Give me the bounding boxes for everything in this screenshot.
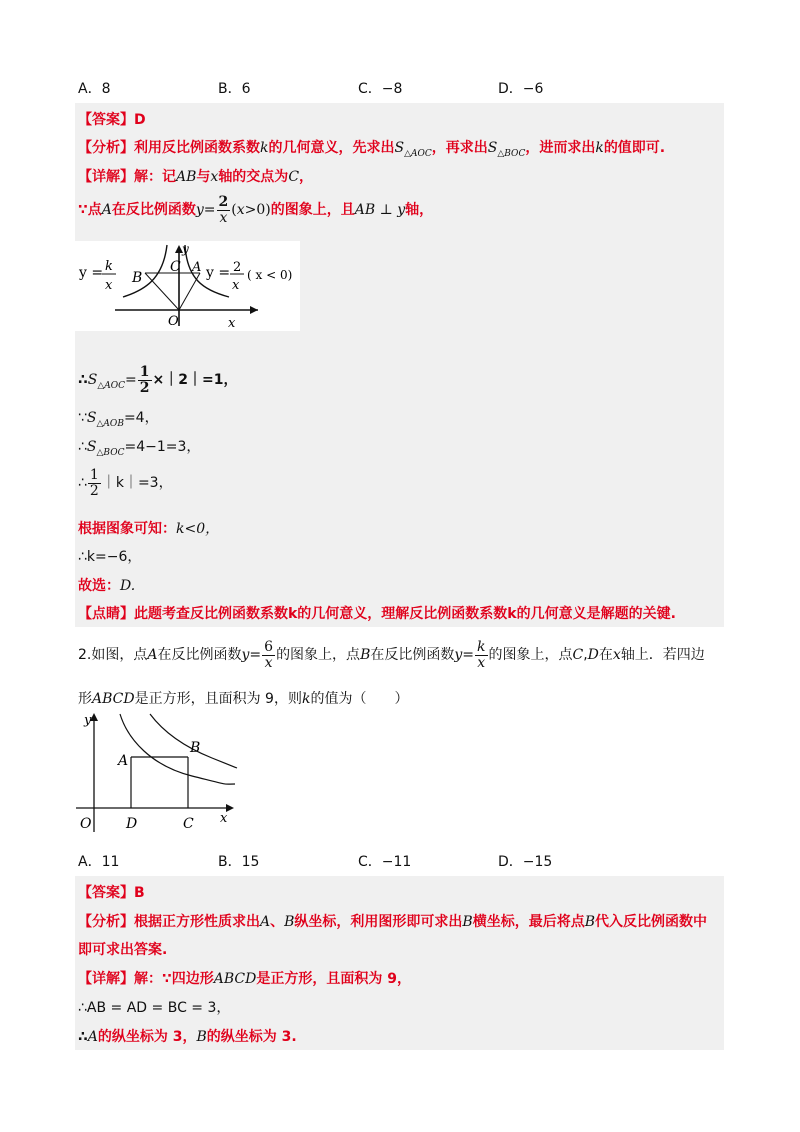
q2-answer: 【答案】B <box>78 885 145 901</box>
q1-choice-c: C．−8 <box>358 81 403 97</box>
q1-choice-a: A．8 <box>78 81 111 97</box>
q2-graph <box>72 710 242 836</box>
graph1-condition: ( x < 0) <box>247 268 293 282</box>
q1-line-7: $\therefore S_{\triangle BOC}=4-1=3$， <box>78 439 201 458</box>
graph1-label-c: C <box>170 259 181 275</box>
graph1-k: k <box>105 259 113 274</box>
q2-line-3: ∴A的纵坐标为 3，B的纵坐标为 3. <box>78 1029 297 1045</box>
graph2-label-o: O <box>80 816 92 832</box>
q2-choices <box>78 851 738 871</box>
graph1-left-eq: y = <box>79 265 104 281</box>
q2-choice-c: C．−11 <box>358 854 412 870</box>
graph1-x-den: x <box>105 278 113 293</box>
q2-choice-a: A．11 <box>78 854 120 870</box>
q1-analysis: 【分析】利用反比例函数系数k的几何意义，先求出$S_{\triangle AOC}$，再求出$S_{\triangle BOC}$，进而求出k的值即可. <box>78 140 666 159</box>
graph2-label-c: C <box>183 816 194 832</box>
q2-choice-b: B．15 <box>218 854 260 870</box>
q2-solution <box>75 876 724 1050</box>
graph2-label-b: B <box>190 740 201 756</box>
graph1-label-b: B <box>132 270 143 286</box>
q1-line-9: 根据图象可知：k<0， <box>78 521 220 537</box>
q1-line-11: 故选：D. <box>78 578 136 594</box>
q1-comment: 【点睛】此题考查反比例函数系数k的几何意义，理解反比例函数系数k的几何意义是解题的关键. <box>78 606 676 622</box>
q2-line-2: ∴AB = AD = BC = 3， <box>78 1000 231 1016</box>
q2-stem-line1: 2.如图，点A在反比例函数y= $\frac{6}{x}$ 的图象上，点B在反比例函数y= $\frac{k}{x}$ 的图象上，点C,D在x轴上．若四边 <box>78 639 705 671</box>
q1-choices <box>78 78 738 98</box>
q1-line-5: $\therefore S_{\triangle AOC}=$ $\frac{1}{2}$ ×｜2｜=1， <box>78 364 238 396</box>
q1-line-6: $\because S_{\triangle AOB}=4$， <box>78 410 159 429</box>
q2-choice-d: D．−15 <box>498 854 553 870</box>
q1-solution <box>75 103 724 627</box>
q1-graph <box>75 241 300 331</box>
graph2-label-a: A <box>118 753 129 769</box>
q2-detail: 【详解】解：∵四边形ABCD是正方形，且面积为 9， <box>78 971 411 987</box>
graph1-right-eq: y = <box>206 265 231 281</box>
q1-line-8: ∴ $\frac{1}{2}$ ｜k｜=3， <box>78 467 173 499</box>
q2-analysis: 【分析】根据正方形性质求出A、B纵坐标，利用图形即可求出B横坐标，最后将点B代入反比例函数中 <box>78 914 708 930</box>
q1-choice-b: B．6 <box>218 81 251 97</box>
graph1-x-axis: x <box>228 316 236 331</box>
graph2-label-d: D <box>126 816 138 832</box>
q1-choice-d: D．−6 <box>498 81 544 97</box>
graph1-label-a: A <box>192 260 202 275</box>
q1-line-10: ∴k=−6， <box>78 549 142 565</box>
q2-analysis-line2: 即可求出答案. <box>78 942 168 958</box>
q2-stem-line2: 形ABCD是正方形，且面积为 9，则k的值为（ ） <box>78 691 409 707</box>
graph1-x-den-right: x <box>232 278 240 293</box>
graph1-label-o: O <box>168 314 179 329</box>
graph2-x: x <box>220 811 228 826</box>
graph1-y-axis: y <box>182 242 189 256</box>
q1-detail: 【详解】解：记AB与x轴的交点为C， <box>78 169 314 185</box>
graph2-y: y <box>84 713 92 728</box>
graph1-two: 2 <box>233 260 242 275</box>
q1-line-4: ∵点A在反比例函数y= $\frac{2}{x}$ (x>0)的图象上，且AB ⊥ y轴， <box>78 194 434 226</box>
q1-answer: 【答案】D <box>78 112 146 128</box>
